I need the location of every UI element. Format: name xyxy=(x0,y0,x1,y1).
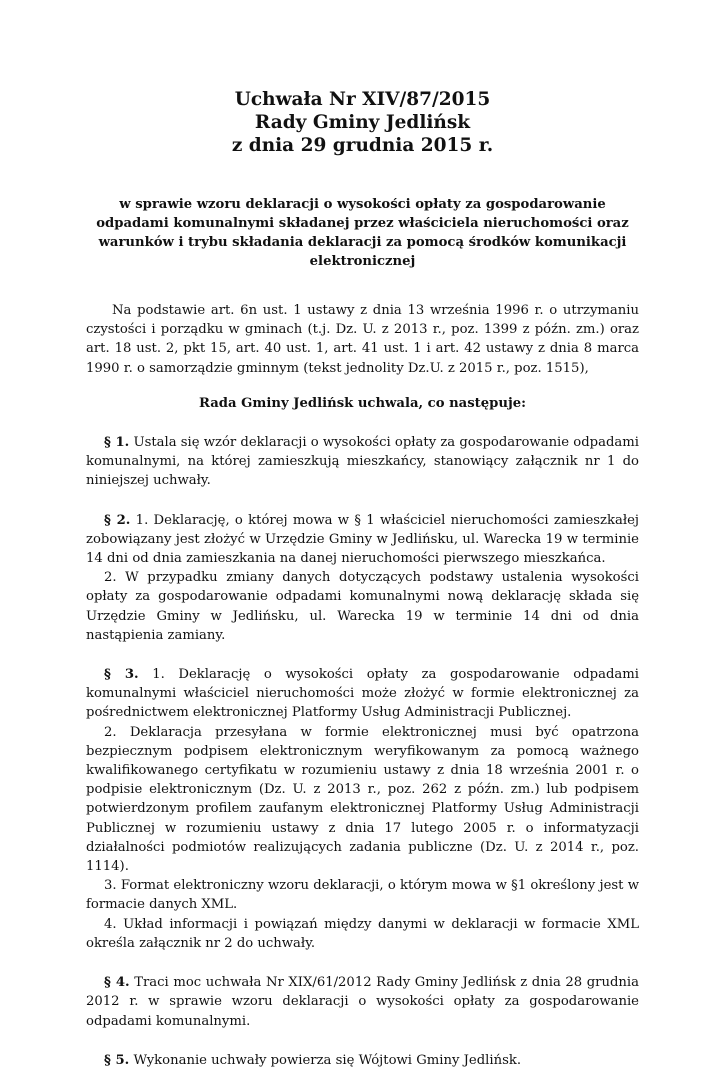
section-5-text: Wykonanie uchwały powierza się Wójtowi Gminy Jedlińsk. xyxy=(129,1052,522,1068)
resolves-heading: Rada Gminy Jedlińsk uchwala, co następuje: xyxy=(199,395,526,411)
section-3-point-3: 3. Format elektroniczny wzoru deklaracji, o którym mowa w §1 określony jest w formacie danych XML. xyxy=(86,878,639,913)
section-3-point-1: 1. Deklarację o wysokości opłaty za gospodarowanie odpadami komunalnymi właściciel nieruchomości może złożyć w formie elektronicznej za pośrednictwem elektronicznej Platformy Usług Administracji Publicznej. xyxy=(86,667,639,721)
council-name: Rady Gminy Jedlińsk xyxy=(254,112,471,133)
section-5-label: § 5. xyxy=(104,1052,130,1068)
section-2-point-1: 1. Deklarację, o której mowa w § 1 właściciel nieruchomości zamieszkałej zobowiązany jest złożyć w Urzędzie Gminy w Jedlińsku, ul. Warecka 19 w terminie 14 dni od dnia zamieszkania na danej nieruchomości pierwszego mieszkańca. xyxy=(86,512,639,567)
legal-basis: Na podstawie art. 6n ust. 1 ustawy z dnia 13 września 1996 r. o utrzymaniu czystości i porządku w gminach (t.j. Dz. U. z 2013 r., poz. 1399 z późn. zm.) oraz art. 18 ust. 2, pkt 15, art. 40 ust. 1, art. 41 ust. 1 i art. 42 ustawy z dnia 8 marca 1990 r. o samorządzie gminnym (tekst jednolity Dz.U. z 2015 r., poz. 1515), xyxy=(86,303,639,376)
section-3 xyxy=(86,665,639,953)
section-3-point-2: 2. Deklaracja przesyłana w formie elektronicznej musi być opatrzona bezpiecznym podpisem elektronicznym weryfikowanym za pomocą ważnego kwalifikowanego certyfikatu w rozumieniu ustawy z dnia 18 września 2001 r. o podpisie elektronicznym (Dz. U. z 2013 r., poz. 262 z późn. zm.) lub podpisem potwierdzonym profilem zaufanym elektronicznej Platformy Usług Administracji Publicznej w rozumieniu ustawy z dnia 17 lutego 2005 r. o informatyzacji działalności podmiotów realizujących zadania publiczne (Dz. U. z 2014 r., poz. 1114). xyxy=(86,724,639,875)
document-page xyxy=(86,88,639,1070)
resolution-subject: w sprawie wzoru deklaracji o wysokości opłaty za gospodarowanie odpadami komunalnymi składanej przez właściciela nieruchomości oraz warunków i trybu składania deklaracji za pomocą środków komunikacji elektronicznej xyxy=(96,197,629,269)
section-2 xyxy=(86,511,639,645)
section-5 xyxy=(86,1051,639,1070)
resolution-number: Uchwała Nr XIV/87/2015 xyxy=(234,89,491,110)
section-2-point-2: 2. W przypadku zmiany danych dotyczących podstawy ustalenia wysokości opłaty za gospodarowanie odpadami komunalnymi nową deklarację składa się Urzędzie Gminy w Jedlińsku, ul. Warecka 19 w terminie 14 dni od dnia nastąpienia zamiany. xyxy=(86,570,639,643)
section-4 xyxy=(86,973,639,1031)
section-4-text: Traci moc uchwała Nr XIX/61/2012 Rady Gminy Jedlińsk z dnia 28 grudnia 2012 r. w sprawie wzoru deklaracji o wysokości opłaty za gospodarowanie odpadami komunalnymi. xyxy=(86,975,639,1029)
section-2-label: § 2. xyxy=(104,512,131,528)
section-4-label: § 4. xyxy=(104,975,130,991)
section-3-point-4: 4. Układ informacji i powiązań między danymi w deklaracji w formacie XML określa załącznik nr 2 do uchwały. xyxy=(86,916,639,951)
section-1 xyxy=(86,433,639,491)
section-3-label: § 3. xyxy=(104,667,139,683)
section-1-label: § 1. xyxy=(104,435,130,451)
resolution-date: z dnia 29 grudnia 2015 r. xyxy=(231,135,494,156)
section-1-text: Ustala się wzór deklaracji o wysokości opłaty za gospodarowanie odpadami komunalnymi, na której zamieszkują mieszkańcy, stanowiący załącznik nr 1 do niniejszej uchwały. xyxy=(86,435,639,489)
